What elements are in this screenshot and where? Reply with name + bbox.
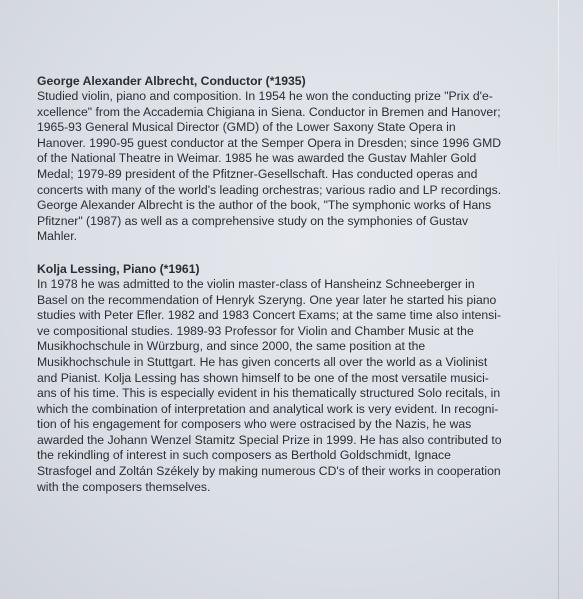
- bio-line: which the combination of interpretation and analytical work is very evident. In recogni-: [37, 401, 499, 416]
- bio-body: [37, 89, 557, 245]
- bio-line: George Alexander Albrecht is the author of the book, "The symphonic works of Hans: [37, 198, 492, 213]
- bio-line: Basel on the recommendation of Henryk Szeryng. One year later he started his piano: [37, 292, 497, 307]
- bio-line: Strasfogel and Zoltán Székely by making numerous CD's of their works in cooperation: [37, 464, 501, 479]
- bio-line: the rekindling of interest in such composers as Berthold Goldschmidt, Ignace: [37, 448, 451, 463]
- bio-line: 1965-93 General Musical Director (GMD) of the Lower Saxony State Opera in: [37, 120, 456, 135]
- bio-heading: Kolja Lessing, Piano (*1961): [37, 261, 200, 276]
- bio-line: ans of his time. This is especially evident in his thematically structured Solo recitals, in: [37, 386, 501, 401]
- biographies: [37, 73, 557, 511]
- bio-line: xcellence" from the Accademia Chigiana in Siena. Conductor in Bremen and Hanover;: [37, 104, 501, 119]
- bio-line: Musikhochschule in Würzburg, and since 2000, the same position at the: [37, 339, 426, 354]
- bio-line: Pfitzner" (1987) as well as a comprehensive study on the symphonies of Gustav: [37, 213, 469, 228]
- bio-line: awarded the Johann Wenzel Stamitz Special Prize in 1999. He has also contributed to: [37, 432, 502, 447]
- bio-line: Hanover. 1990-95 guest conductor at the Semper Opera in Dresden; since 1996 GMD: [37, 135, 502, 150]
- bio-line: with the composers themselves.: [37, 479, 211, 494]
- bio-line: Studied violin, piano and composition. In 1954 he won the conducting prize "Prix d'e-: [37, 89, 493, 103]
- bio-line: concerts with many of the world's leading orchestras; various radio and LP recordings.: [37, 182, 502, 197]
- bio-albrecht: [37, 73, 557, 245]
- bio-line: studies with Peter Efler. 1982 and 1983 Concert Exams; at the same time also intensi-: [37, 308, 502, 323]
- bio-heading: George Alexander Albrecht, Conductor (*1935): [37, 74, 306, 88]
- bio-lessing: [37, 261, 557, 495]
- bio-line: tion of his engagement for composers who were ostracised by the Nazis, he was: [37, 417, 472, 432]
- bio-line: Musikhochschule in Stuttgart. He has given concerts all over the world as a Violinist: [37, 354, 488, 369]
- bio-line: ve compositional studies. 1989-93 Professor for Violin and Chamber Music at the: [37, 323, 474, 338]
- bio-line: and Pianist. Kolja Lessing has shown himself to be one of the most versatile musici-: [37, 370, 489, 385]
- bio-line: of the National Theatre in Weimar. 1985 he was awarded the Gustav Mahler Gold: [37, 151, 477, 166]
- bio-body: [37, 277, 557, 495]
- page-fold-line: [558, 0, 559, 599]
- bio-line: In 1978 he was admitted to the violin master-class of Hansheinz Schneeberger in: [37, 276, 475, 291]
- bio-line: Mahler.: [37, 229, 77, 244]
- bio-line: Medal; 1979-89 president of the Pfitzner-Gesellschaft. Has conducted operas and: [37, 166, 478, 181]
